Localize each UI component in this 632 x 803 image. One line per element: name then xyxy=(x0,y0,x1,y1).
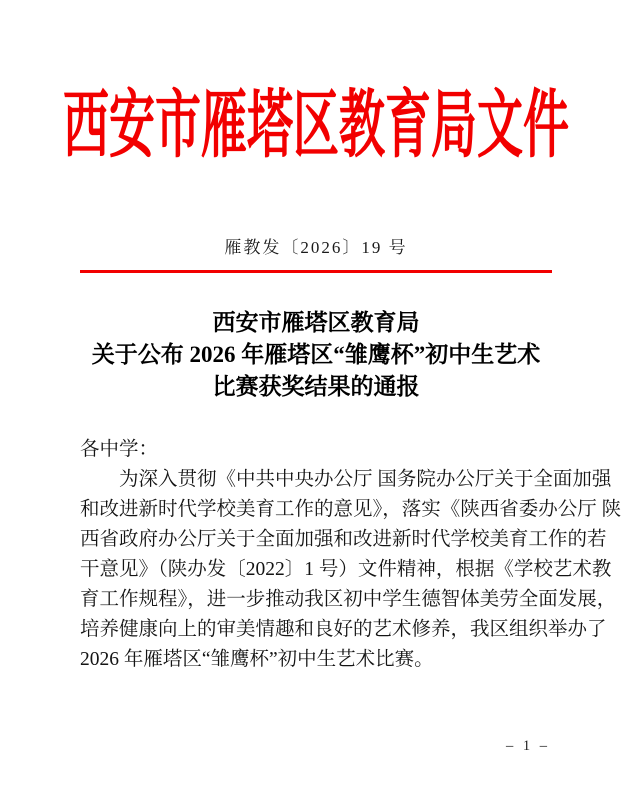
paragraph-line: 和改进新时代学校美育工作的意见》，落实《陕西省委办公厅 陕 xyxy=(80,498,622,520)
paragraph-line: 西省政府办公厅关于全面加强和改进新时代学校美育工作的若 xyxy=(80,528,607,550)
paragraph-line: 干意见》（陕办发〔2022〕1 号）文件精神，根据《学校艺术教 xyxy=(80,558,612,580)
document-title-line: 西安市雁塔区教育局 xyxy=(212,309,420,335)
paragraph-line: 为深入贯彻《中共中央办公厅 国务院办公厅关于全面加强 xyxy=(119,468,612,490)
agency-masthead-title: 西安市雁塔区教育局文件 xyxy=(63,84,569,166)
page-number: – 1 – xyxy=(506,737,550,754)
document-title-line: 比赛获奖结果的通报 xyxy=(212,373,420,399)
paragraph-line: 2026 年雁塔区“雏鹰杯”初中生艺术比赛。 xyxy=(80,648,434,670)
document-title xyxy=(0,307,632,403)
salutation: 各中学： xyxy=(80,438,159,460)
paragraph-line: 培养健康向上的审美情趣和良好的艺术修养，我区组织举办了 xyxy=(80,618,607,640)
agency-masthead xyxy=(0,0,632,166)
red-divider-rule xyxy=(80,270,552,273)
paragraph-line: 育工作规程》，进一步推动我区初中学生德智体美劳全面发展， xyxy=(80,588,617,610)
document-number: 雁教发〔2026〕19 号 xyxy=(224,238,408,257)
body-content xyxy=(80,435,622,675)
document-title-line: 关于公布 2026 年雁塔区“雏鹰杯”初中生艺术 xyxy=(91,341,541,367)
